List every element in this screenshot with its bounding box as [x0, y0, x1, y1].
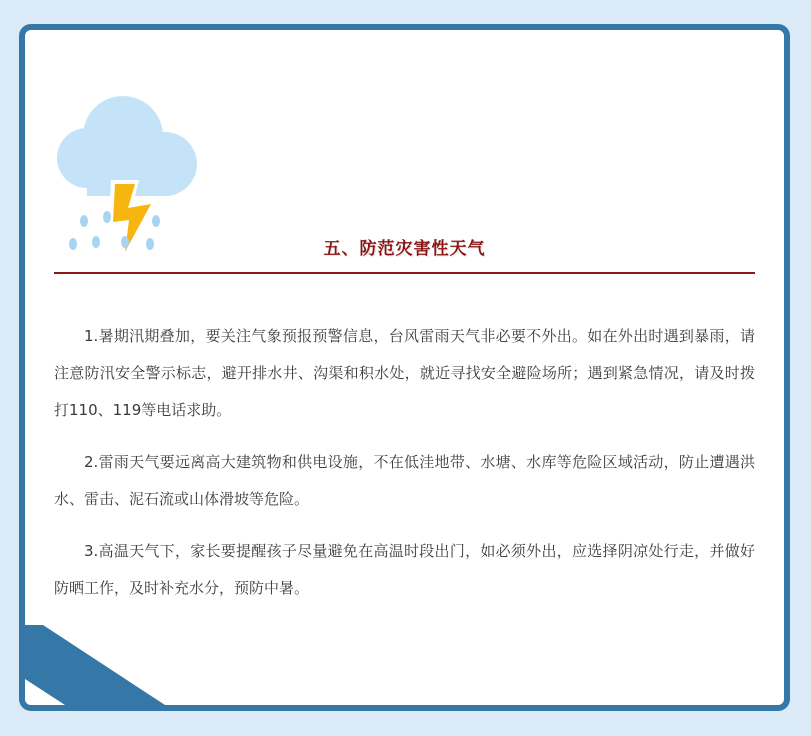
title-divider [54, 272, 755, 274]
article-body [54, 318, 755, 622]
paragraph-3: 3.高温天气下，家长要提醒孩子尽量避免在高温时段出门，如必须外出，应选择阴凉处行走，并做好防晒工作，及时补充水分，预防中暑。 [54, 542, 755, 597]
corner-decoration [25, 625, 165, 705]
paragraph-2: 2.雷雨天气要远离高大建筑物和供电设施，不在低洼地带、水塘、水库等危险区域活动，防止遭遇洪水、雷击、泥石流或山体滑坡等危险。 [54, 453, 755, 508]
section-title: 五、防范灾害性天气 [323, 239, 486, 259]
content-card [19, 24, 790, 711]
paragraph-1: 1.暑期汛期叠加，要关注气象预报预警信息，台风雷雨天气非必要不外出。如在外出时遇到暴雨，请注意防汛安全警示标志，避开排水井、沟渠和积水处，就近寻找安全避险场所；遇到紧急情况，请及时拨打110、119等电话求助。 [54, 327, 755, 419]
